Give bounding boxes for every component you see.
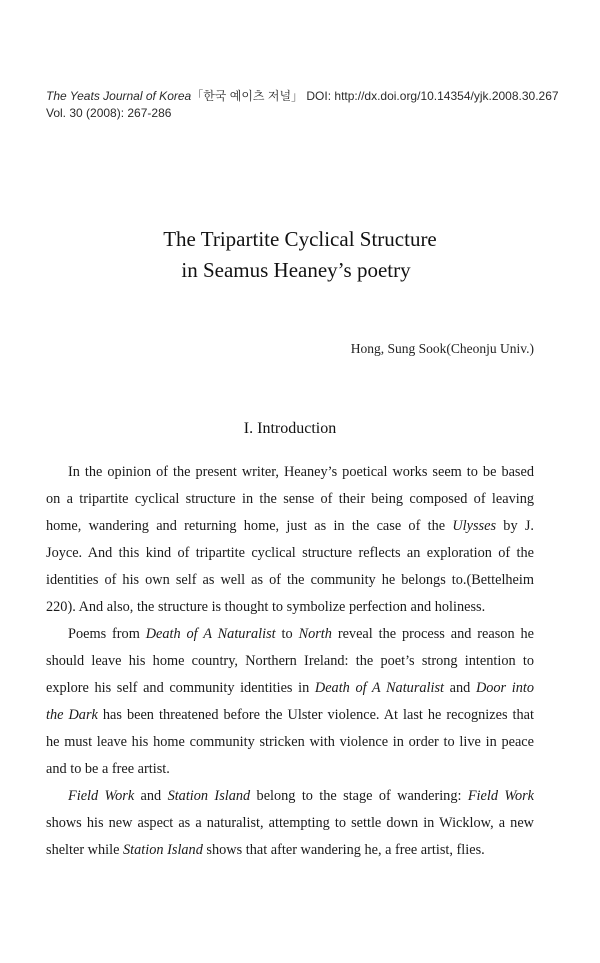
doi-link[interactable]: DOI: http://dx.doi.org/10.14354/yjk.2008.30.267: [306, 89, 559, 103]
text-line: [46, 702, 534, 729]
italic-title: North: [298, 626, 332, 642]
italic-title: Door into: [475, 680, 534, 696]
text-run: reveal the process and reason he: [331, 626, 534, 642]
text-run: shelter while: [46, 842, 124, 858]
text-line: [46, 513, 534, 540]
journal-korean-name: 「한국 예이츠 저널」: [191, 89, 304, 103]
italic-title: Station Island: [123, 842, 203, 858]
italic-title: Field Work: [68, 788, 135, 804]
italic-title: Field Work: [467, 788, 534, 804]
title-line-1: The Tripartite Cyclical Structure: [163, 227, 437, 251]
text-run: home, wandering and returning home, just as in the case of the: [46, 518, 453, 534]
text-run: shows his new aspect as a naturalist, attempting to settle down in Wicklow, a new: [46, 815, 534, 831]
author-affiliation: Hong, Sung Sook(Cheonju Univ.): [350, 341, 534, 356]
text-run: has been threatened before the Ulster violence. At last he recognizes that: [97, 707, 534, 723]
italic-title: Death of A Naturalist: [145, 626, 276, 642]
text-line: [46, 621, 534, 648]
text-run: by J.: [496, 518, 534, 534]
text-run: Poems from: [68, 626, 146, 642]
text-run: In the opinion of the present writer, Heaney’s poetical works seem to be based: [68, 464, 534, 480]
italic-title: Death of A Naturalist: [314, 680, 445, 696]
paragraph: [46, 621, 534, 783]
text-line: [46, 459, 534, 486]
text-line: [46, 648, 534, 675]
text-line: [46, 594, 534, 621]
paper-title: [0, 224, 600, 286]
text-line: [46, 540, 534, 567]
text-run: should leave his home country, Northern Ireland: the poet’s strong intention to: [46, 653, 534, 669]
text-run: on a tripartite cyclical structure in the sense of their being composed of leaving: [46, 491, 534, 507]
journal-citation-line: [46, 88, 566, 105]
text-line: [46, 729, 534, 756]
text-run: Joyce. And this kind of tripartite cyclical structure reflects an exploration of the: [46, 545, 534, 561]
text-run: he must leave his home community stricken with violence in order to live in peace: [46, 734, 534, 750]
text-line: [46, 675, 534, 702]
text-line: [46, 486, 534, 513]
journal-header: [46, 88, 566, 122]
text-run: explore his self and community identities in: [46, 680, 315, 696]
text-line: [46, 567, 534, 594]
paragraph: [46, 459, 534, 621]
text-run: to: [275, 626, 299, 642]
italic-title: the Dark: [46, 707, 98, 723]
text-run: and: [444, 680, 476, 696]
title-line-2: in Seamus Heaney’s poetry: [181, 258, 411, 282]
journal-name: The Yeats Journal of Korea: [46, 89, 192, 103]
italic-title: Station Island: [167, 788, 251, 804]
text-run: 220). And also, the structure is thought to symbolize perfection and holiness.: [46, 599, 486, 615]
body-text: [46, 459, 534, 864]
italic-title: Ulysses: [452, 518, 497, 534]
text-line: [46, 837, 534, 864]
text-line: [46, 783, 534, 810]
paragraph: [46, 783, 534, 864]
text-run: and to be a free artist.: [46, 761, 170, 777]
text-line: [46, 756, 534, 783]
volume-info: Vol. 30 (2008): 267-286: [46, 106, 172, 120]
text-line: [46, 810, 534, 837]
section-heading-introduction: I. Introduction: [243, 420, 337, 437]
text-run: identities of his own self as well as of the community he belongs to.(Bettelheim: [46, 572, 534, 588]
text-run: and: [134, 788, 168, 804]
text-run: shows that after wandering he, a free artist, flies.: [202, 842, 485, 858]
text-run: belong to the stage of wandering:: [250, 788, 468, 804]
